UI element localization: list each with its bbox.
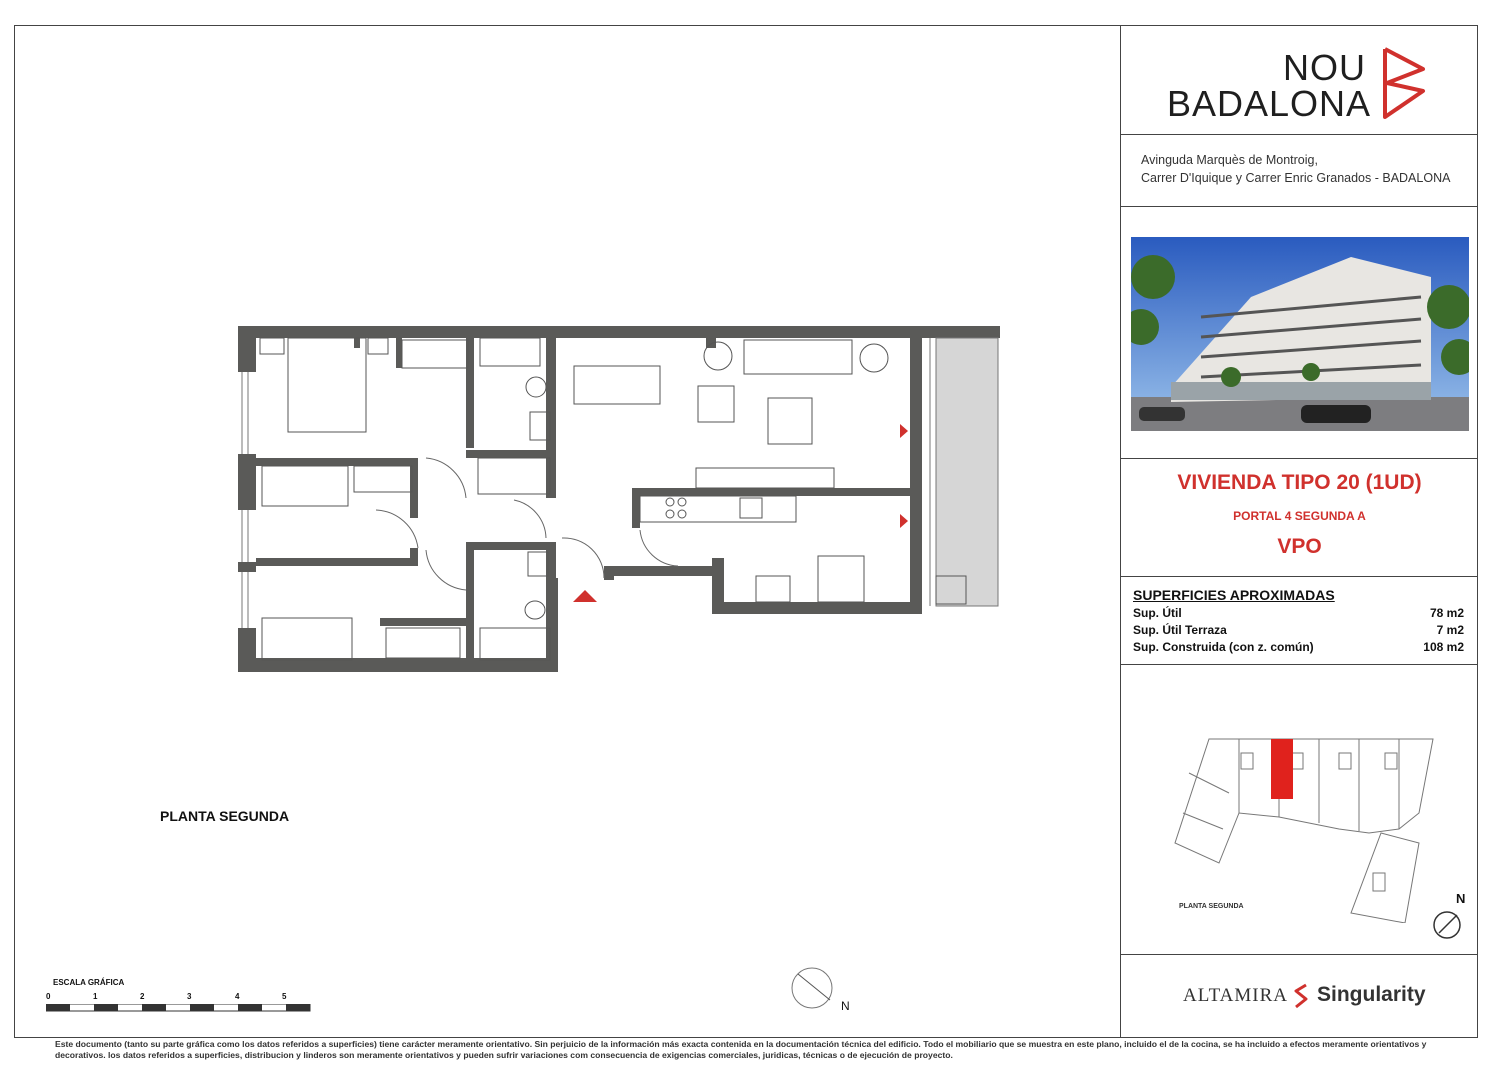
brand-line1: NOU	[1283, 47, 1366, 88]
surface-value: 78 m2	[1429, 606, 1464, 620]
unit-section	[1121, 459, 1478, 577]
surface-label: Sup. Construida (con z. común)	[1133, 640, 1314, 654]
surface-label: Sup. Útil	[1133, 606, 1182, 620]
brand-logo-icon	[1379, 43, 1431, 123]
disclaimer: Este documento (tanto su parte gráfica como los datos referidos a superficies) tiene carácter meramente orientativo. Sin perjuicio de la información más exacta contenida en la documentación técnica del edificio. Todo el mobiliario que se muestra en este plano, incluido el de la cocina, se ha incluido a efectos meramente orientativos y decorativos. los datos referidos a superficies, distribucion y linderos son meramente orientativos y pueden sufrir variaciones com consecuencia de exigencias comerciales, juridicas, técnicas o de ejecución de proyecto.	[55, 1039, 1427, 1060]
scale-tick-1: 1	[93, 992, 98, 1001]
surface-value: 7 m2	[1436, 623, 1464, 637]
unit-title: VIVIENDA TIPO 20 (1UD)	[1177, 471, 1422, 494]
brand-line2: BADALONA	[1167, 83, 1372, 124]
keyplan-north-icon	[1431, 905, 1467, 941]
key-plan	[1169, 733, 1439, 923]
scale-tick-5: 5	[282, 992, 287, 1001]
building-render	[1131, 237, 1469, 431]
scale-tick-0: 0	[46, 992, 51, 1001]
address-line2: Carrer D'Iquique y Carrer Enric Granados - BADALONA	[1141, 171, 1451, 185]
singularity-logo-icon	[1291, 981, 1311, 1013]
north-label: N	[841, 999, 850, 1013]
altamira-logo: ALTAMIRA	[1183, 985, 1289, 1006]
logo-section	[1121, 25, 1478, 135]
surface-value: 108 m2	[1423, 640, 1464, 654]
scale-tick-2: 2	[140, 992, 145, 1001]
scale-tick-4: 4	[235, 992, 240, 1001]
plan-label: PLANTA SEGUNDA	[160, 808, 290, 824]
unit-regime: VPO	[1277, 535, 1322, 558]
surface-row	[1133, 623, 1464, 637]
unit-portal: PORTAL 4 SEGUNDA A	[1233, 509, 1366, 523]
surfaces-heading: SUPERFICIES APROXIMADAS	[1133, 587, 1335, 603]
singularity-logo: Singularity	[1317, 983, 1426, 1006]
info-panel	[1120, 25, 1478, 1038]
surface-row	[1133, 640, 1464, 654]
surface-row	[1133, 606, 1464, 620]
surface-label: Sup. Útil Terraza	[1133, 623, 1227, 637]
footer-brands	[1121, 955, 1478, 1038]
address-section	[1121, 135, 1478, 207]
floor-plan	[230, 318, 1010, 680]
address-line1: Avinguda Marquès de Montroig,	[1141, 153, 1318, 167]
render-section	[1121, 207, 1478, 459]
keyplan-north-label: N	[1456, 891, 1466, 906]
scale-title: ESCALA GRÁFICA	[53, 978, 125, 987]
surfaces-section	[1121, 577, 1478, 665]
keyplan-label: PLANTA SEGUNDA	[1179, 903, 1244, 910]
keyplan-section	[1121, 665, 1478, 955]
scale-bar	[46, 1004, 312, 1014]
scale-tick-3: 3	[187, 992, 192, 1001]
